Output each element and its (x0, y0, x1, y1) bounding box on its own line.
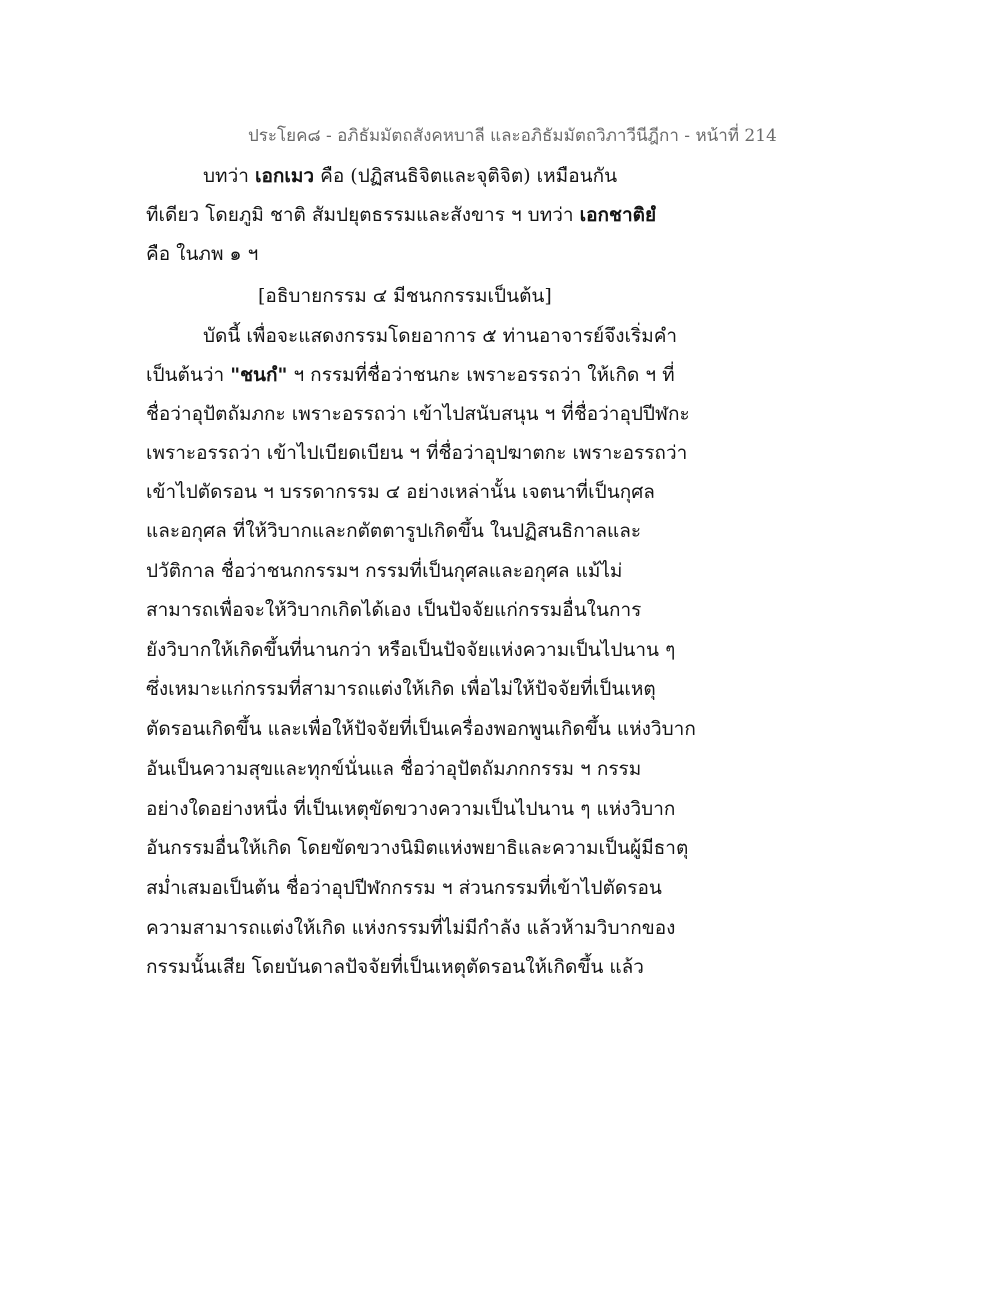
text-line-5: บัดนี้ เพื่อจะแสดงกรรมโดยอาการ ๕ ท่านอาจารย์จึงเริ่มคำ (203, 325, 678, 347)
text-line-11: ปวัติกาล ชื่อว่าชนกกรรมฯ กรรมที่เป็นกุศลและอกุศล แม้ไม่ (146, 560, 623, 582)
text-line-18: อันกรรมอื่นให้เกิด โดยขัดขวางนิมิตแห่งพยาธิและความเป็นผู้มีธาตุ (146, 837, 689, 859)
text-line-21: กรรมนั้นเสีย โดยบันดาลปัจจัยที่เป็นเหตุตัดรอนให้เกิดขึ้น แล้ว (146, 956, 644, 978)
text-line-10: และอกุศล ที่ให้วิบากและกตัตตารูปเกิดขึ้น ในปฏิสนธิกาลและ (146, 520, 642, 542)
bold-term: เอกเมว (254, 165, 315, 187)
text-line-20: ความสามารถแต่งให้เกิด แห่งกรรมที่ไม่มีกำลัง แล้วห้ามวิบากของ (146, 917, 676, 939)
text-line-16: อันเป็นความสุขและทุกข์นั่นแล ชื่อว่าอุปัตถัมภกกรรม ฯ กรรม (146, 758, 642, 780)
text-line-8: เพราะอรรถว่า เข้าไปเบียดเบียน ฯ ที่ชื่อว่าอุปฆาตกะ เพราะอรรถว่า (146, 442, 688, 464)
text-line-15: ตัดรอนเกิดขึ้น และเพื่อให้ปัจจัยที่เป็นเครื่องพอกพูนเกิดขึ้น แห่งวิบาก (146, 718, 696, 740)
text-line-6: เป็นต้นว่า "ชนกํ" ฯ กรรมที่ชื่อว่าชนกะ เพราะอรรถว่า ให้เกิด ฯ ที่ (146, 364, 675, 386)
text-line-17: อย่างใดอย่างหนึ่ง ที่เป็นเหตุขัดขวางความเป็นไปนาน ๆ แห่งวิบาก (146, 798, 676, 820)
text-line-19: สม่ำเสมอเป็นต้น ชื่อว่าอุปปีฬกกรรม ฯ ส่วนกรรมที่เข้าไปตัดรอน (146, 877, 662, 899)
text-line-13: ยังวิบากให้เกิดขึ้นที่นานกว่า หรือเป็นปัจจัยแห่งความเป็นไปนาน ๆ (146, 639, 676, 661)
bold-term: "ชนกํ" (230, 364, 288, 386)
text-line-9: เข้าไปตัดรอน ฯ บรรดากรรม ๔ อย่างเหล่านั้น เจตนาที่เป็นกุศล (146, 481, 655, 503)
text-line-2: ทีเดียว โดยภูมิ ชาติ สัมปยุตธรรมและสังขาร ฯ บทว่า เอกชาติยํ (146, 204, 657, 226)
running-header: ประโยค๘ - อภิธัมมัตถสังคหบาลี และอภิธัมมัตถวิภาวีนีฎีกา - หน้าที่ 214 (248, 126, 777, 146)
text-line-7: ชื่อว่าอุปัตถัมภกะ เพราะอรรถว่า เข้าไปสนับสนุน ฯ ที่ชื่อว่าอุปปีฬกะ (146, 403, 690, 425)
text-line-3: คือ ในภพ ๑ ฯ (146, 243, 259, 265)
text-line-14: ซึ่งเหมาะแก่กรรมที่สามารถแต่งให้เกิด เพื่อไม่ให้ปัจจัยที่เป็นเหตุ (146, 678, 656, 700)
text-line-1: บทว่า เอกเมว คือ (ปฏิสนธิจิตและจุติจิต) เหมือนกัน (203, 165, 618, 187)
text-line-12: สามารถเพื่อจะให้วิบากเกิดได้เอง เป็นปัจจัยแก่กรรมอื่นในการ (146, 599, 642, 621)
section-heading: [อธิบายกรรม ๔ มีชนกกรรมเป็นต้น] (258, 285, 552, 307)
bold-term: เอกชาติยํ (579, 204, 657, 226)
